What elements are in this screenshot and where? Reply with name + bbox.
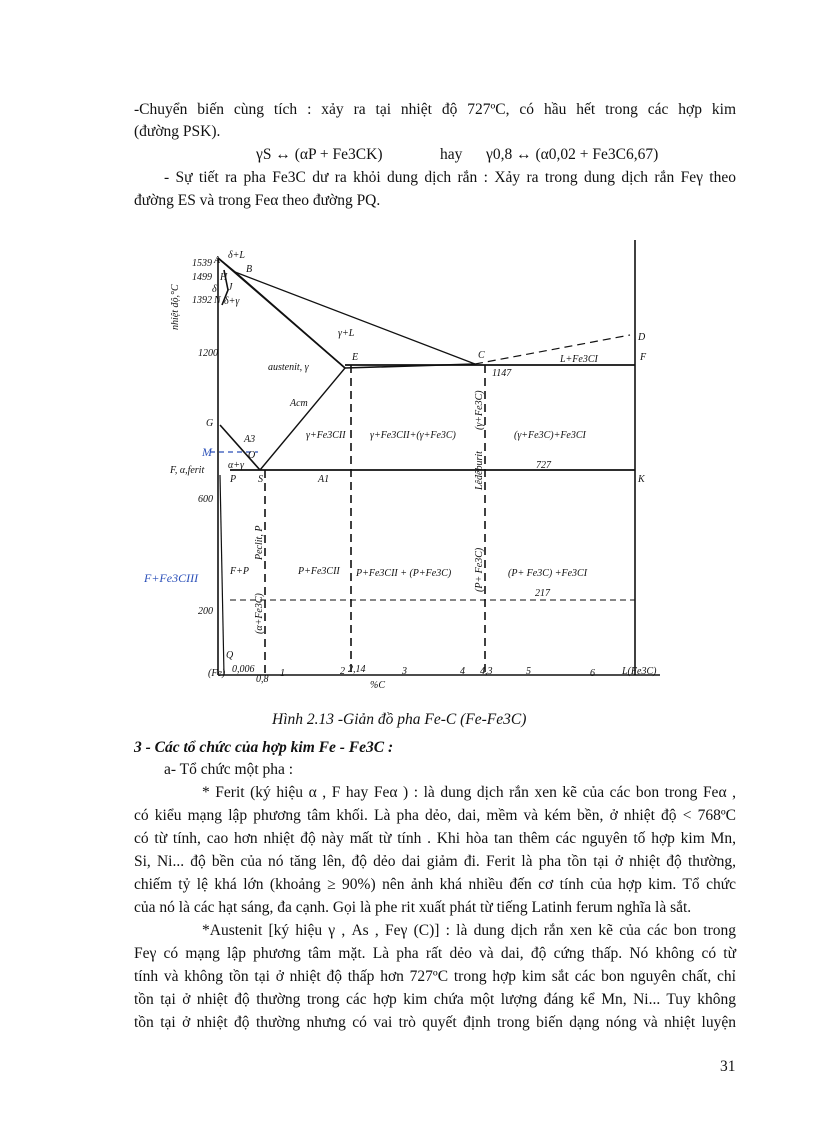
label-Q: Q <box>226 650 234 661</box>
label-F: F <box>640 352 647 363</box>
label-FP: F+P <box>230 566 249 577</box>
austenit-line-1: *Austenit [ký hiệu γ , As , Feγ (C)] : là dung dịch rắn xen kẽ của các bon trong <box>202 922 736 939</box>
label-E: E <box>352 352 359 363</box>
label-gL: γ+L <box>338 328 355 339</box>
label-1499: 1499 <box>192 272 212 283</box>
equation-left: γS ↔ (αP + Fe3CK) <box>256 146 383 163</box>
label-gFe3CI: (γ+Fe3C)+Fe3CI <box>514 430 586 441</box>
label-ledeburit-top: (γ+Fe3C) <box>474 390 485 430</box>
label-214: 2,14 <box>348 664 366 675</box>
label-PFe3CI: (P+ Fe3C) +Fe3CI <box>508 568 588 579</box>
label-ferit: F, α,ferit <box>170 465 205 476</box>
label-x6: 6 <box>590 668 595 679</box>
austenit-line-3: tính và không tồn tại ở nhiệt độ thấp hơn 727ºC trong hợp kim sắt các bon nguyên chất, chỉ <box>134 968 736 985</box>
label-A: A <box>214 255 221 266</box>
label-FFe3CIII: F+Fe3CIII <box>144 571 199 585</box>
label-Fe: (Fe) <box>208 668 226 679</box>
label-peclit: Peclit, P <box>254 525 265 560</box>
austenit-line-5: tồn tại ở nhiệt độ thường nhưng có vai trò quyết định trong biến dạng nóng và nhiệt luyện <box>134 1014 736 1031</box>
label-x1: 1 <box>280 668 285 679</box>
label-H: H <box>220 272 228 283</box>
subsection-a: a- Tổ chức một pha : <box>164 761 294 778</box>
label-1200: 1200 <box>198 348 218 359</box>
label-0006: 0,006 <box>232 664 255 675</box>
page-number: 31 <box>720 1058 736 1075</box>
label-delta: δ <box>212 284 217 295</box>
label-A1: A1 <box>318 474 330 485</box>
label-727: 727 <box>536 460 551 471</box>
intro-line-3: - Sự tiết ra pha Fe3C dư ra khỏi dung dịch rắn : Xảy ra trong dung dịch rắn Feγ theo <box>164 169 736 186</box>
label-S: S <box>258 474 263 485</box>
label-B: B <box>246 264 253 275</box>
label-gFe3CII-led: γ+Fe3CII+(γ+Fe3C) <box>370 430 456 441</box>
label-200: 200 <box>198 606 213 617</box>
label-x4: 4 <box>460 666 465 677</box>
intro-line-1: -Chuyển biến cùng tích : xảy ra tại nhiệt độ 727ºC, có hầu hết trong các hợp kim <box>134 101 736 118</box>
label-ag: α+γ <box>228 460 244 471</box>
ferit-line-6: của nó là các hạt sáng, đa cạnh. Gọi là phe rit xuất phát từ tiếng Latinh ferum nghĩa là sắt. <box>134 899 692 916</box>
label-A3: A3 <box>244 434 256 445</box>
label-x5: 5 <box>526 666 531 677</box>
label-xlabel: %C <box>370 680 385 691</box>
label-P: P <box>230 474 237 485</box>
equation-right: γ0,8 ↔ (α0,02 + Fe3C6,67) <box>486 146 659 163</box>
label-gFe3CII: γ+Fe3CII <box>306 430 346 441</box>
label-dg: δ+γ <box>224 296 240 307</box>
label-dl: δ+L <box>228 250 245 261</box>
intro-line-2: (đường PSK). <box>134 123 221 140</box>
label-x3: 3 <box>402 666 407 677</box>
label-08: 0,8 <box>256 674 269 685</box>
ferit-line-1: * Ferit (ký hiệu α , F hay Feα ) : là dung dịch rắn xen kẽ của các bon trong Feα , <box>202 784 736 801</box>
label-yaxis: nhiệt độ,°C <box>170 284 181 330</box>
label-PFe3CII-led: P+Fe3CII + (P+Fe3C) <box>356 568 452 579</box>
label-C: C <box>478 350 485 361</box>
label-43: 4,3 <box>480 666 493 677</box>
label-D: D <box>638 332 646 343</box>
label-aFe3C: (α+Fe3C) <box>254 593 265 634</box>
label-G: G <box>206 418 214 429</box>
ferit-line-4: Si, Ni... độ bền của nó tăng lên, độ dẻo dai giảm đi. Ferit là pha tồn tại ở nhiệt độ thường, <box>134 853 736 870</box>
fe-c-phase-diagram <box>140 230 680 695</box>
label-O: O <box>248 450 256 461</box>
label-PFe3CII: P+Fe3CII <box>298 566 340 577</box>
section-heading: 3 - Các tổ chức của hợp kim Fe - Fe3C : <box>134 739 394 756</box>
label-1539: 1539 <box>192 258 212 269</box>
label-ledeburit: Lêđêburit <box>474 451 485 490</box>
label-1147: 1147 <box>492 368 512 379</box>
ferit-line-5: chiếm tỷ lệ khá lớn (khoảng ≥ 90%) nên ảnh khá nhiều đến cơ tính của hợp kim. Tổ chức <box>134 876 736 893</box>
austenit-line-2: Feγ có mạng lập phương tâm mặt. Là pha rất dẻo và dai, độ cứng thấp. Nó không có từ <box>134 945 736 962</box>
label-PFe3C: (P+ Fe3C) <box>474 547 485 592</box>
intro-line-4: đường ES và trong Feα theo đường PQ. <box>134 192 381 209</box>
label-N: N <box>214 295 221 306</box>
ferit-line-2: có kiểu mạng lập phương tâm khối. Là pha dẻo, dai, mềm và kém bền, ở nhiệt độ < 768ºC <box>134 807 736 824</box>
label-J: J <box>228 282 233 293</box>
label-Acm: Acm <box>290 398 308 409</box>
label-M: M <box>202 445 212 459</box>
austenit-line-4: tồn tại ở nhiệt độ thường trong các hợp kim chứa một lượng đáng kể Mn, Ni... Tuy không <box>134 991 736 1008</box>
label-217: 217 <box>535 588 550 599</box>
equation-hay: hay <box>440 146 463 163</box>
label-LFe3C: L+Fe3CI <box>560 354 598 365</box>
label-1392: 1392 <box>192 295 212 306</box>
ferit-line-3: có từ tính, cao hơn nhiệt độ này mất từ tính . Khi hòa tan thêm các nguyên tố hợp kim Mn, <box>134 830 736 847</box>
label-600: 600 <box>198 494 213 505</box>
label-austenit: austenit, γ <box>268 362 309 373</box>
label-x2: 2 <box>340 666 345 677</box>
label-K: K <box>638 474 645 485</box>
figure-caption: Hình 2.13 -Giản đồ pha Fe-C (Fe-Fe3C) <box>272 711 527 728</box>
label-LFe3C-axis: L(Fe3C) <box>622 666 657 677</box>
